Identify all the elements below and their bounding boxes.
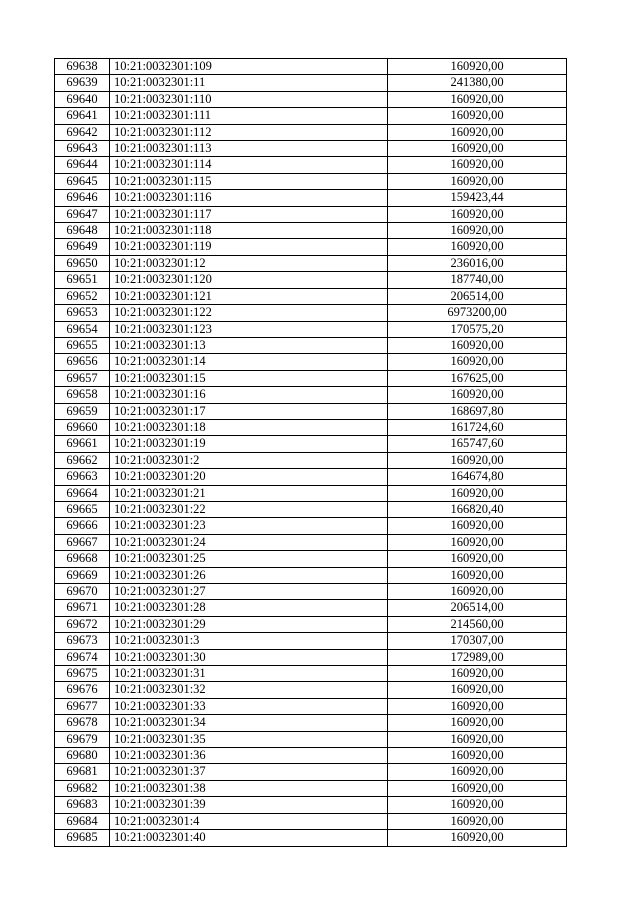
cadastral-number-cell: 10:21:0032301:110 xyxy=(110,91,388,107)
cadastral-number-cell: 10:21:0032301:2 xyxy=(110,452,388,468)
cadastral-number-cell: 10:21:0032301:113 xyxy=(110,141,388,157)
table-row xyxy=(55,206,567,222)
table-row xyxy=(55,419,567,435)
cadastral-number-cell: 10:21:0032301:19 xyxy=(110,436,388,452)
table-row xyxy=(55,190,567,206)
row-number-cell: 69677 xyxy=(55,698,110,714)
table-row xyxy=(55,108,567,124)
row-number-cell: 69651 xyxy=(55,272,110,288)
table-row xyxy=(55,288,567,304)
value-cell: 160920,00 xyxy=(388,157,567,173)
row-number-cell: 69643 xyxy=(55,141,110,157)
cadastral-number-cell: 10:21:0032301:14 xyxy=(110,354,388,370)
row-number-cell: 69638 xyxy=(55,59,110,75)
table-row xyxy=(55,305,567,321)
cadastral-number-cell: 10:21:0032301:120 xyxy=(110,272,388,288)
value-cell: 160920,00 xyxy=(388,141,567,157)
cadastral-number-cell: 10:21:0032301:114 xyxy=(110,157,388,173)
table-row xyxy=(55,633,567,649)
table-row xyxy=(55,452,567,468)
cadastral-number-cell: 10:21:0032301:36 xyxy=(110,748,388,764)
table-row xyxy=(55,485,567,501)
cadastral-number-cell: 10:21:0032301:3 xyxy=(110,633,388,649)
row-number-cell: 69662 xyxy=(55,452,110,468)
cadastral-number-cell: 10:21:0032301:32 xyxy=(110,682,388,698)
table-row xyxy=(55,584,567,600)
table-row xyxy=(55,518,567,534)
row-number-cell: 69645 xyxy=(55,173,110,189)
table-row xyxy=(55,764,567,780)
row-number-cell: 69655 xyxy=(55,337,110,353)
value-cell: 168697,80 xyxy=(388,403,567,419)
table-row xyxy=(55,501,567,517)
row-number-cell: 69658 xyxy=(55,387,110,403)
cadastral-number-cell: 10:21:0032301:122 xyxy=(110,305,388,321)
value-cell: 160920,00 xyxy=(388,682,567,698)
cadastral-number-cell: 10:21:0032301:11 xyxy=(110,75,388,91)
table-row xyxy=(55,223,567,239)
table-row xyxy=(55,731,567,747)
cadastral-number-cell: 10:21:0032301:34 xyxy=(110,715,388,731)
value-cell: 187740,00 xyxy=(388,272,567,288)
table-row xyxy=(55,354,567,370)
cadastral-number-cell: 10:21:0032301:21 xyxy=(110,485,388,501)
table-row xyxy=(55,141,567,157)
value-cell: 160920,00 xyxy=(388,108,567,124)
cadastral-value-table xyxy=(54,58,567,847)
value-cell: 206514,00 xyxy=(388,288,567,304)
table-row xyxy=(55,91,567,107)
row-number-cell: 69656 xyxy=(55,354,110,370)
value-cell: 241380,00 xyxy=(388,75,567,91)
row-number-cell: 69683 xyxy=(55,797,110,813)
value-cell: 160920,00 xyxy=(388,518,567,534)
value-cell: 160920,00 xyxy=(388,715,567,731)
row-number-cell: 69654 xyxy=(55,321,110,337)
cadastral-number-cell: 10:21:0032301:123 xyxy=(110,321,388,337)
cadastral-number-cell: 10:21:0032301:20 xyxy=(110,469,388,485)
value-cell: 214560,00 xyxy=(388,616,567,632)
table-row xyxy=(55,403,567,419)
value-cell: 170575,20 xyxy=(388,321,567,337)
table-row xyxy=(55,780,567,796)
row-number-cell: 69653 xyxy=(55,305,110,321)
cadastral-number-cell: 10:21:0032301:33 xyxy=(110,698,388,714)
value-cell: 167625,00 xyxy=(388,370,567,386)
cadastral-number-cell: 10:21:0032301:28 xyxy=(110,600,388,616)
value-cell: 160920,00 xyxy=(388,797,567,813)
value-cell: 160920,00 xyxy=(388,584,567,600)
row-number-cell: 69675 xyxy=(55,666,110,682)
cadastral-number-cell: 10:21:0032301:115 xyxy=(110,173,388,189)
value-cell: 160920,00 xyxy=(388,173,567,189)
value-cell: 160920,00 xyxy=(388,780,567,796)
cadastral-number-cell: 10:21:0032301:35 xyxy=(110,731,388,747)
row-number-cell: 69650 xyxy=(55,255,110,271)
row-number-cell: 69673 xyxy=(55,633,110,649)
cadastral-number-cell: 10:21:0032301:23 xyxy=(110,518,388,534)
row-number-cell: 69682 xyxy=(55,780,110,796)
row-number-cell: 69640 xyxy=(55,91,110,107)
row-number-cell: 69647 xyxy=(55,206,110,222)
value-cell: 160920,00 xyxy=(388,124,567,140)
value-cell: 166820,40 xyxy=(388,501,567,517)
table-row xyxy=(55,173,567,189)
row-number-cell: 69649 xyxy=(55,239,110,255)
value-cell: 160920,00 xyxy=(388,91,567,107)
table-row xyxy=(55,75,567,91)
row-number-cell: 69669 xyxy=(55,567,110,583)
value-cell: 160920,00 xyxy=(388,452,567,468)
row-number-cell: 69684 xyxy=(55,813,110,829)
cadastral-number-cell: 10:21:0032301:4 xyxy=(110,813,388,829)
table-row xyxy=(55,551,567,567)
value-cell: 165747,60 xyxy=(388,436,567,452)
row-number-cell: 69670 xyxy=(55,584,110,600)
row-number-cell: 69665 xyxy=(55,501,110,517)
cadastral-number-cell: 10:21:0032301:31 xyxy=(110,666,388,682)
value-cell: 160920,00 xyxy=(388,223,567,239)
table-row xyxy=(55,59,567,75)
cadastral-number-cell: 10:21:0032301:117 xyxy=(110,206,388,222)
table-row xyxy=(55,567,567,583)
cadastral-number-cell: 10:21:0032301:27 xyxy=(110,584,388,600)
row-number-cell: 69644 xyxy=(55,157,110,173)
row-number-cell: 69681 xyxy=(55,764,110,780)
table-row xyxy=(55,698,567,714)
table-body xyxy=(55,59,567,847)
table-row xyxy=(55,682,567,698)
row-number-cell: 69664 xyxy=(55,485,110,501)
table-row xyxy=(55,469,567,485)
table-row xyxy=(55,370,567,386)
value-cell: 160920,00 xyxy=(388,59,567,75)
value-cell: 160920,00 xyxy=(388,206,567,222)
value-cell: 160920,00 xyxy=(388,534,567,550)
cadastral-number-cell: 10:21:0032301:22 xyxy=(110,501,388,517)
value-cell: 160920,00 xyxy=(388,485,567,501)
cadastral-number-cell: 10:21:0032301:40 xyxy=(110,830,388,846)
value-cell: 164674,80 xyxy=(388,469,567,485)
cadastral-number-cell: 10:21:0032301:29 xyxy=(110,616,388,632)
value-cell: 160920,00 xyxy=(388,764,567,780)
table-row xyxy=(55,600,567,616)
cadastral-number-cell: 10:21:0032301:13 xyxy=(110,337,388,353)
row-number-cell: 69648 xyxy=(55,223,110,239)
row-number-cell: 69663 xyxy=(55,469,110,485)
cadastral-number-cell: 10:21:0032301:17 xyxy=(110,403,388,419)
table-row xyxy=(55,272,567,288)
value-cell: 206514,00 xyxy=(388,600,567,616)
cadastral-number-cell: 10:21:0032301:12 xyxy=(110,255,388,271)
row-number-cell: 69642 xyxy=(55,124,110,140)
value-cell: 236016,00 xyxy=(388,255,567,271)
table-row xyxy=(55,321,567,337)
row-number-cell: 69680 xyxy=(55,748,110,764)
table-row xyxy=(55,830,567,846)
value-cell: 170307,00 xyxy=(388,633,567,649)
cadastral-number-cell: 10:21:0032301:118 xyxy=(110,223,388,239)
value-cell: 161724,60 xyxy=(388,419,567,435)
value-cell: 160920,00 xyxy=(388,748,567,764)
table-row xyxy=(55,436,567,452)
row-number-cell: 69679 xyxy=(55,731,110,747)
value-cell: 160920,00 xyxy=(388,813,567,829)
table-row xyxy=(55,124,567,140)
row-number-cell: 69646 xyxy=(55,190,110,206)
row-number-cell: 69657 xyxy=(55,370,110,386)
value-cell: 160920,00 xyxy=(388,666,567,682)
row-number-cell: 69660 xyxy=(55,419,110,435)
table-row xyxy=(55,813,567,829)
row-number-cell: 69674 xyxy=(55,649,110,665)
table-row xyxy=(55,534,567,550)
table-row xyxy=(55,715,567,731)
row-number-cell: 69667 xyxy=(55,534,110,550)
row-number-cell: 69666 xyxy=(55,518,110,534)
row-number-cell: 69676 xyxy=(55,682,110,698)
value-cell: 160920,00 xyxy=(388,830,567,846)
cadastral-number-cell: 10:21:0032301:25 xyxy=(110,551,388,567)
value-cell: 159423,44 xyxy=(388,190,567,206)
row-number-cell: 69641 xyxy=(55,108,110,124)
value-cell: 172989,00 xyxy=(388,649,567,665)
table-row xyxy=(55,239,567,255)
cadastral-number-cell: 10:21:0032301:112 xyxy=(110,124,388,140)
cadastral-number-cell: 10:21:0032301:109 xyxy=(110,59,388,75)
table-row xyxy=(55,255,567,271)
cadastral-number-cell: 10:21:0032301:16 xyxy=(110,387,388,403)
cadastral-number-cell: 10:21:0032301:119 xyxy=(110,239,388,255)
row-number-cell: 69671 xyxy=(55,600,110,616)
row-number-cell: 69678 xyxy=(55,715,110,731)
cadastral-number-cell: 10:21:0032301:116 xyxy=(110,190,388,206)
row-number-cell: 69685 xyxy=(55,830,110,846)
table-row xyxy=(55,748,567,764)
cadastral-number-cell: 10:21:0032301:15 xyxy=(110,370,388,386)
cadastral-number-cell: 10:21:0032301:121 xyxy=(110,288,388,304)
table-row xyxy=(55,649,567,665)
value-cell: 160920,00 xyxy=(388,239,567,255)
row-number-cell: 69661 xyxy=(55,436,110,452)
table-row xyxy=(55,387,567,403)
document-page xyxy=(54,58,566,847)
value-cell: 160920,00 xyxy=(388,731,567,747)
table-row xyxy=(55,797,567,813)
row-number-cell: 69668 xyxy=(55,551,110,567)
cadastral-number-cell: 10:21:0032301:111 xyxy=(110,108,388,124)
value-cell: 160920,00 xyxy=(388,567,567,583)
value-cell: 160920,00 xyxy=(388,354,567,370)
row-number-cell: 69652 xyxy=(55,288,110,304)
cadastral-number-cell: 10:21:0032301:18 xyxy=(110,419,388,435)
table-row xyxy=(55,616,567,632)
value-cell: 160920,00 xyxy=(388,387,567,403)
value-cell: 160920,00 xyxy=(388,551,567,567)
table-row xyxy=(55,666,567,682)
row-number-cell: 69659 xyxy=(55,403,110,419)
cadastral-number-cell: 10:21:0032301:26 xyxy=(110,567,388,583)
cadastral-number-cell: 10:21:0032301:24 xyxy=(110,534,388,550)
cadastral-number-cell: 10:21:0032301:39 xyxy=(110,797,388,813)
table-row xyxy=(55,157,567,173)
value-cell: 6973200,00 xyxy=(388,305,567,321)
value-cell: 160920,00 xyxy=(388,337,567,353)
cadastral-number-cell: 10:21:0032301:38 xyxy=(110,780,388,796)
value-cell: 160920,00 xyxy=(388,698,567,714)
row-number-cell: 69672 xyxy=(55,616,110,632)
table-row xyxy=(55,337,567,353)
row-number-cell: 69639 xyxy=(55,75,110,91)
cadastral-number-cell: 10:21:0032301:37 xyxy=(110,764,388,780)
cadastral-number-cell: 10:21:0032301:30 xyxy=(110,649,388,665)
